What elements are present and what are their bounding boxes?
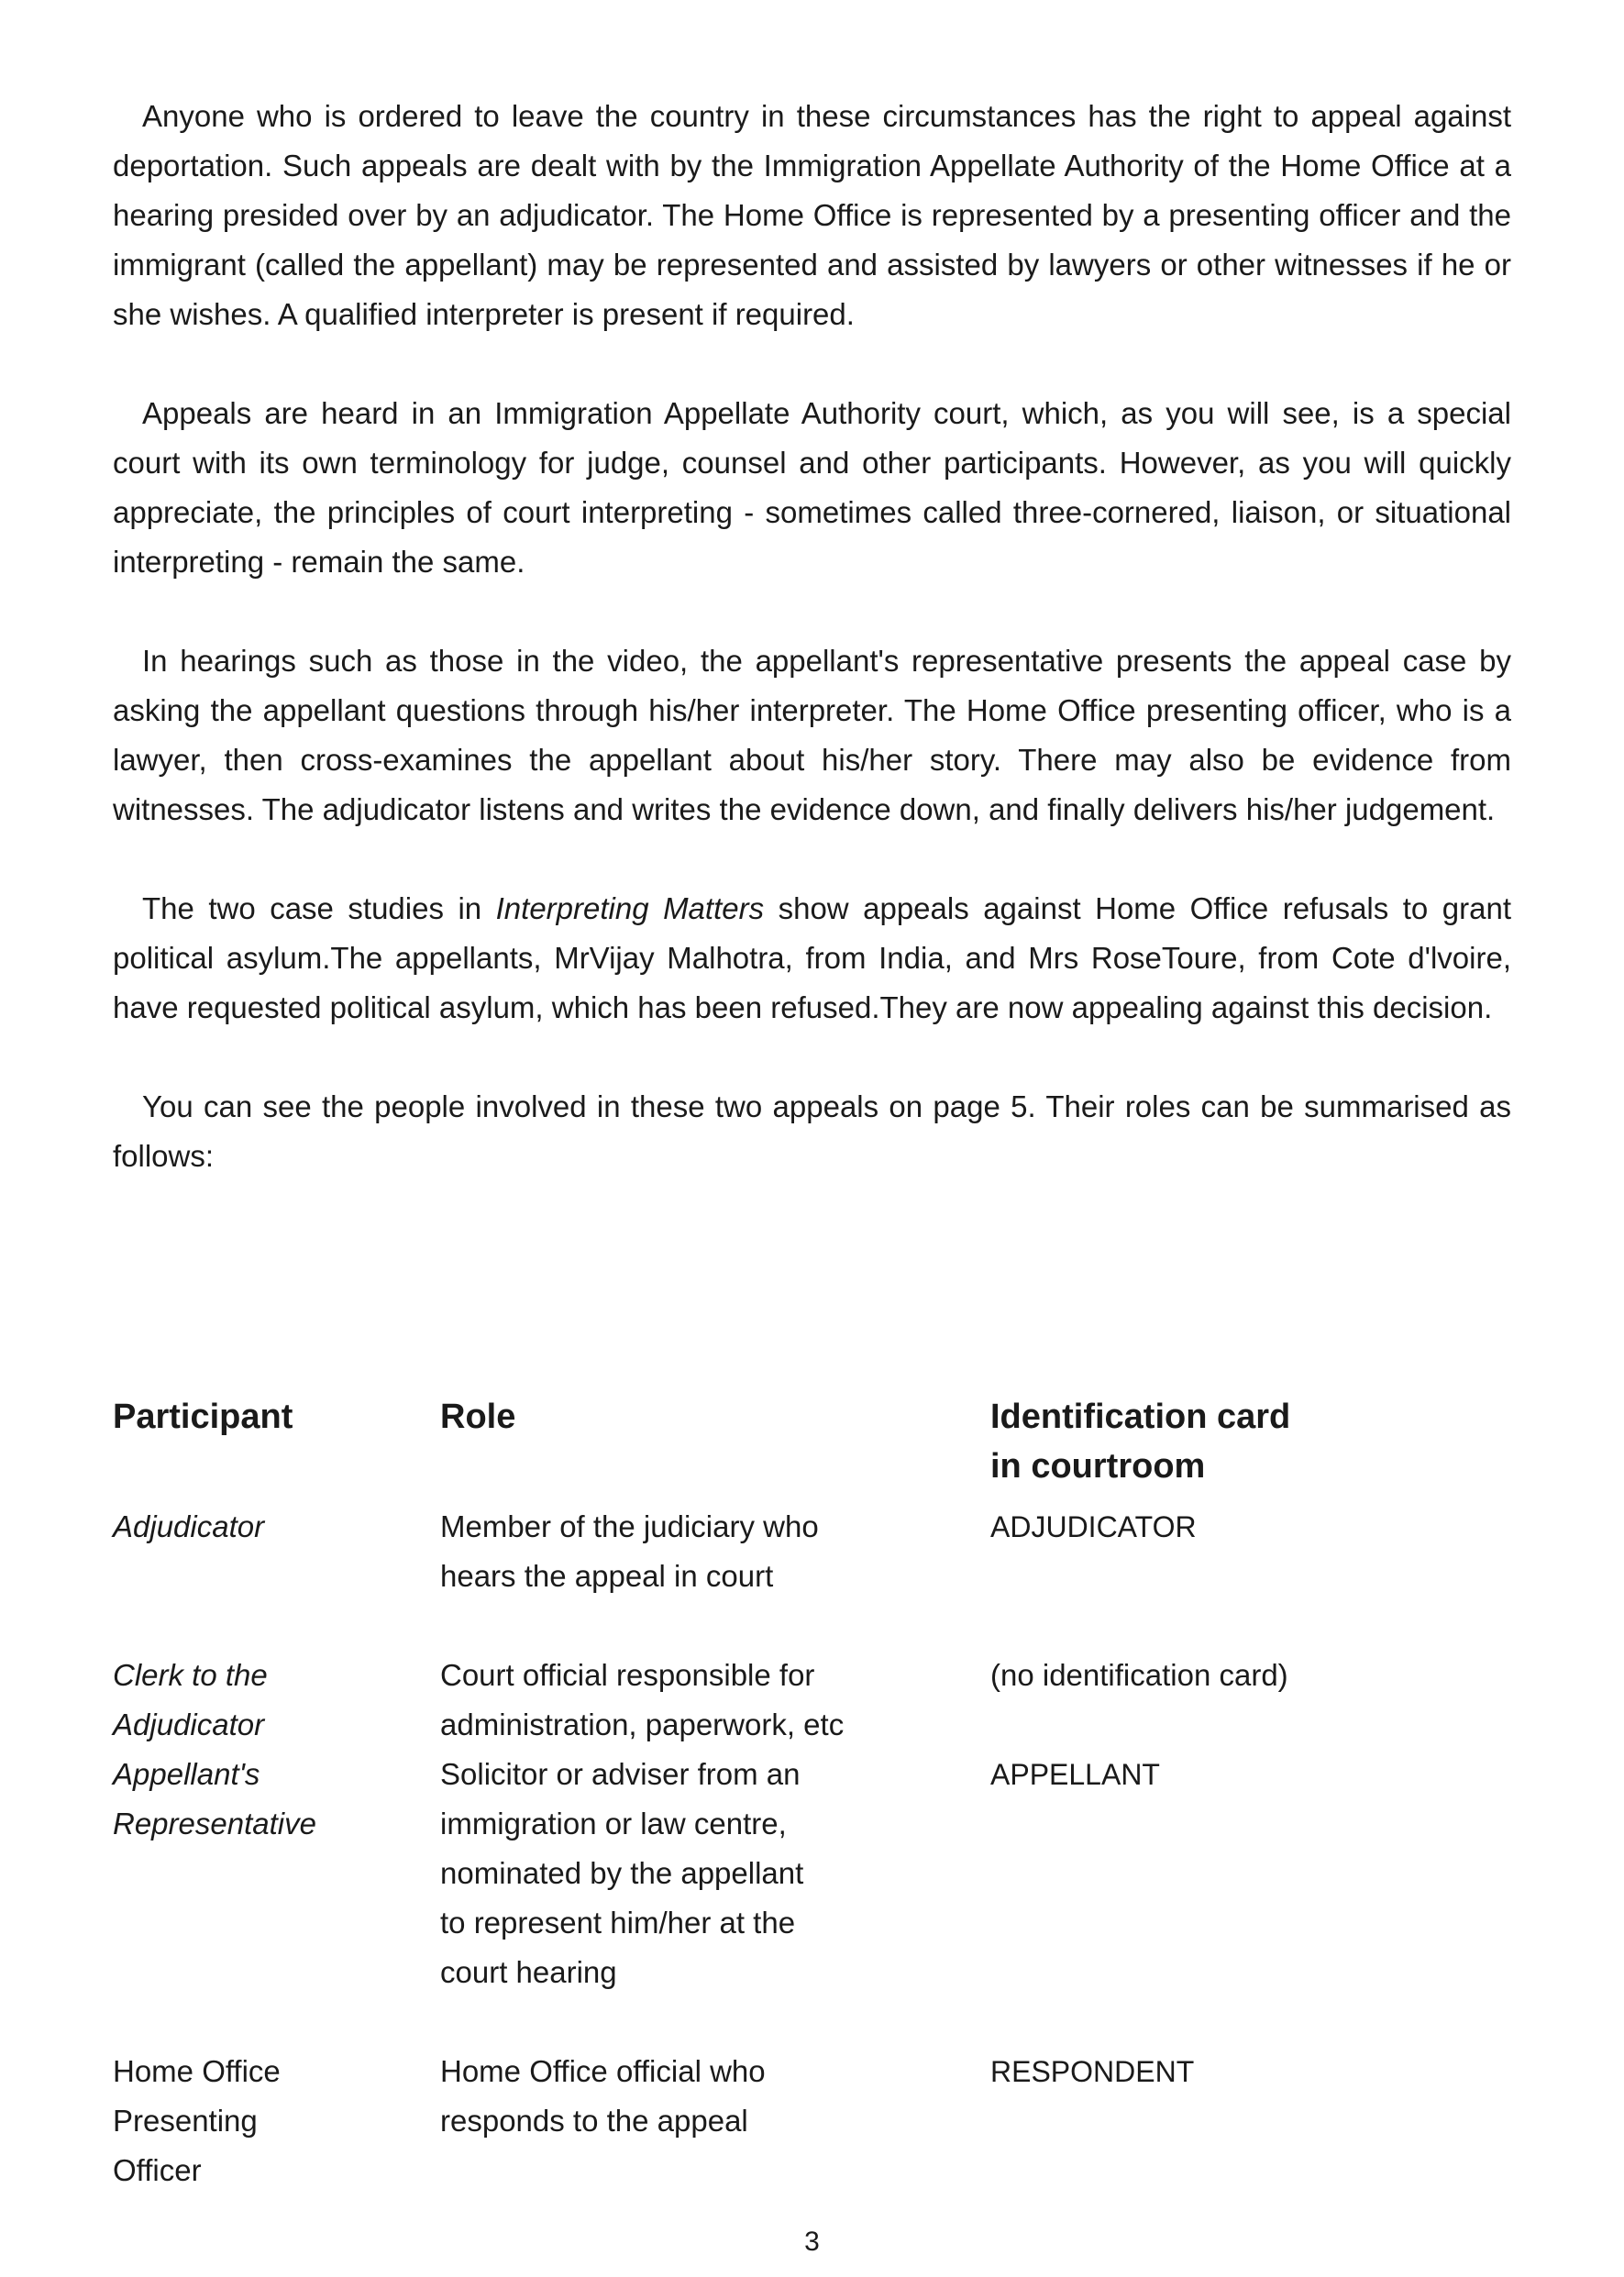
- case-studies-text-after: show appeals against Home Office refusals to grant political asylum.The appellants, MrVijay Malhotra, from India, and Mrs RoseToure, from Cote d'lvoire, have requested political asylum, which has been refused.They are now appealing against this decision.: [113, 891, 1511, 1024]
- role-line: hears the appeal in court: [440, 1559, 774, 1593]
- case-studies-text-before: The two case studies in: [142, 891, 496, 925]
- table-row: [113, 2047, 1511, 2195]
- participant-line: Officer: [113, 2153, 202, 2187]
- role-line: Court official responsible for: [440, 1658, 815, 1692]
- identification-card-label: RESPONDENT: [990, 2055, 1195, 2088]
- header-card-line-1: Identification card: [990, 1398, 1291, 1436]
- participant-line: Adjudicator: [113, 1509, 265, 1543]
- role-description: [440, 1651, 954, 1750]
- participant-name: [113, 1502, 425, 1552]
- role-description: [440, 2047, 954, 2146]
- paragraph-appellate-court: Appeals are heard in an Immigration Appellate Authority court, which, as you will see, is a special court with its own terminology for judge, counsel and other participants. However, as you will quickly appreciate, the principles of court interpreting - sometimes called three-cornered, liaison, or situational interpreting - remain the same.: [113, 396, 1511, 579]
- role-line: court hearing: [440, 1955, 617, 1989]
- role-description: [440, 1750, 954, 1997]
- table-body: [113, 1502, 1511, 2195]
- paragraph-hearing-process: In hearings such as those in the video, the appellant's representative presents the appeal case by asking the appellant questions through his/her interpreter. The Home Office presenting officer, who is a lawyer, then cross-examines the appellant about his/her story. There may also be evidence from witnesses. The adjudicator listens and writes the evidence down, and finally delivers his/her judgement.: [113, 644, 1511, 826]
- paragraph-case-studies: [113, 884, 1511, 1033]
- book-title: Interpreting Matters: [495, 891, 765, 925]
- header-card-line-2: in courtroom: [990, 1447, 1206, 1486]
- identification-card-label: ADJUDICATOR: [990, 1510, 1197, 1543]
- participant-line: Representative: [113, 1807, 316, 1840]
- role-description: [440, 1502, 954, 1601]
- role-line: responds to the appeal: [440, 2104, 748, 2138]
- header-identification-card: [990, 1392, 1357, 1491]
- header-participant: Participant: [113, 1398, 293, 1436]
- role-line: Member of the judiciary who: [440, 1509, 819, 1543]
- role-line: administration, paperwork, etc: [440, 1708, 845, 1741]
- table-row: [113, 1750, 1511, 2047]
- paragraph-roles-intro: You can see the people involved in these two appeals on page 5. Their roles can be summarised as follows:: [113, 1089, 1511, 1173]
- role-line: Solicitor or adviser from an: [440, 1757, 801, 1791]
- participant-line: Adjudicator: [113, 1708, 265, 1741]
- participant-name: [113, 2047, 425, 2195]
- role-line: immigration or law centre,: [440, 1807, 787, 1840]
- body-text: [113, 92, 1511, 1231]
- participant-name: [113, 1750, 425, 1849]
- role-line: nominated by the appellant: [440, 1856, 804, 1890]
- participant-line: Appellant's: [113, 1757, 260, 1791]
- identification-card-label: APPELLANT: [990, 1758, 1160, 1791]
- participant-line: Home Office: [113, 2054, 281, 2088]
- table-row: [113, 1502, 1511, 1651]
- table-row: [113, 1651, 1511, 1750]
- participant-line: Clerk to the: [113, 1658, 268, 1692]
- role-line: to represent him/her at the: [440, 1906, 796, 1940]
- participant-name: [113, 1651, 425, 1750]
- page-number: 3: [804, 2227, 820, 2257]
- header-role: Role: [440, 1398, 516, 1436]
- role-line: Home Office official who: [440, 2054, 766, 2088]
- participant-line: Presenting: [113, 2104, 258, 2138]
- identification-card-label: (no identification card): [990, 1658, 1288, 1692]
- table-header-row: [113, 1392, 1511, 1502]
- paragraph-deportation-appeals: Anyone who is ordered to leave the country in these circumstances has the right to appeal against deportation. Such appeals are dealt with by the Immigration Appellate Authority of the Home Office at a hearing presided over by an adjudicator. The Home Office is represented by a presenting officer and the immigrant (called the appellant) may be represented and assisted by lawyers or other witnesses if he or she wishes. A qualified interpreter is present if required.: [113, 99, 1511, 331]
- roles-table: [113, 1392, 1511, 2195]
